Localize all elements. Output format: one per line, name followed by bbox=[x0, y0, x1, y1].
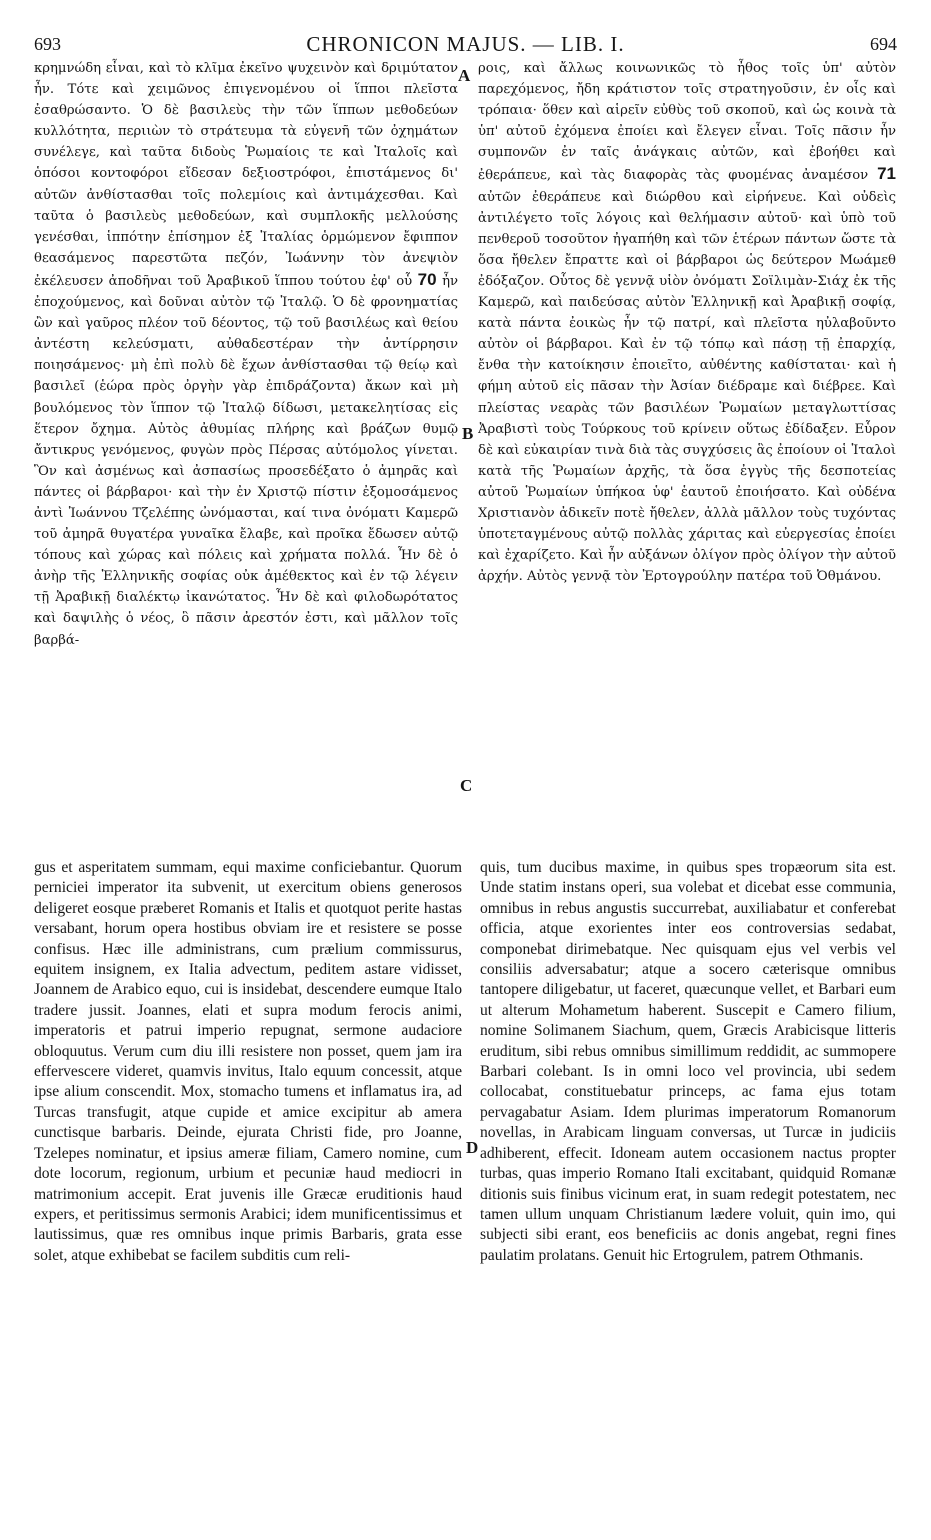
greek-text-left-column bbox=[34, 58, 458, 838]
greek-paragraph-left bbox=[34, 58, 458, 651]
running-header bbox=[34, 28, 897, 58]
greek-left-part-1: κρημνώδη εἶναι, καὶ τὸ κλῖμα ἐκεῖνο ψυχεινὸν καὶ δριμύτατον ἦν. Τότε καὶ χειμῶνος ἐπιγενομένου οἱ ἵπποι πλεῖστα ἐσαθρώσαντο. Ὁ δὲ βασιλεὺς τὴν τῶν ἵππων μεθοδεύων κυλλότητα, περιιὼν τὸ στράτευμα τὰ εὐγενῆ τῶν ὀχημάτων συνέλεγε, καὶ ταῦτα διδοὺς Ῥωμαίοις τε καὶ Ἰταλοῖς καὶ ὁπόσοι κοντοφόροι εἴδεσαν δεξιοστρόφοι, ἐπιστάμενος δι' αὐτῶν ἀνθίστασθαι τοῖς πολεμίοις καὶ ἀντιμάχεσθαι. Καὶ ταῦτα ὁ βασιλεὺς μεθοδεύων, καὶ συμπλοκῆς μελλούσης γενέσθαι, ἱππότην ἐπίσημον ἐξ Ἰταλίας ὁρμώμενον ἔφιππον θεασάμενος παρεστῶτα πεζόν, Ἰωάννην τὸν ἀνεψιὸν ἐκέλευσεν ἀποδῆναι τοῦ Ἀραβικοῦ ἵππου τούτου ἐφ' οὗ bbox=[34, 61, 458, 289]
greek-left-part-2: ἦν ἐποχούμενος, καὶ δοῦναι αὐτὸν τῷ Ἰταλῷ. Ὁ δὲ φρονηματίας ὢν καὶ γαῦρος πλέον τοῦ δέοντος, τῷ τοῦ βασιλέως καὶ θείου ἀντέστη κελεύσματι, αὐθαδεστέραν τὴν ἀντίρρησιν ποιησάμενος· μὴ ἐπὶ πολὺ δὲ ἔχων ἀνθίστασθαι τῷ θείῳ καὶ βασιλεῖ (ἑώρα πρὸς ὀργὴν γὰρ ἐπιδράζοντα) ἄκων καὶ μὴ βουλόμενος τὸν ἵππον τῷ Ἰταλῷ δίδωσι, μετακελητίσας εἰς ἕτερον ὄχημα. Αὐτὸς ἀθυμίας πλήρης καὶ βράζων θυμῷ ἄντικρυς γενόμενος, φυγὼν πρὸς Πέρσας αὐτόμολος γίνεται. Ὃν καὶ ἀσμένως καὶ ἀσπασίως προσεδέξατο ὁ ἀμηρᾶς καὶ πάντες οἱ βάρβαροι· καὶ τὴν ἐν Χριστῷ πίστιν ἐξομοσάμενος ἀντὶ Ἰωάννου Τζελέπης ὠνόμασται, καί τινα ὀνόματι Καμερῶ τοῦ ἀμηρᾶ θυγατέρα γυναῖκα ἔλαβε, καὶ προῖκα ἔδωσεν αὐτῷ τόπους καὶ χώρας καὶ πόλεις καὶ χρήματα πολλά. Ἦν δὲ ὁ ἀνὴρ τῆς Ἑλληνικῆς σοφίας οὐκ ἀμέθεκτος καὶ ἐν τῷ λέγειν τῇ Ἀραβικῇ διαλέκτῳ ἱκανώτατος. Ἦν δὲ καὶ φιλοδωρότατος καὶ δαψιλὴς ὁ νέος, ὃ πᾶσιν ἀρεστόν ἐστι, καὶ μᾶλλον τοῖς βαρβά- bbox=[34, 273, 458, 648]
page-number-left: 693 bbox=[34, 34, 61, 54]
latin-translation-right-column bbox=[480, 858, 896, 1508]
latin-translation-left-column bbox=[34, 858, 462, 1508]
running-title: CHRONICON MAJUS. — LIB. I. bbox=[306, 32, 625, 56]
greek-text-right-column bbox=[478, 58, 896, 818]
margin-marker-a: A bbox=[458, 66, 471, 85]
greek-right-part-1: ροις, καὶ ἄλλως κοινωνικῶς τὸ ἦθος τοῖς ὑπ' αὐτὸν παρεχόμενος, ἤδη κράτιστον τοῖς στρατηγοῦσιν, ἐν οἷς καὶ τρόπαια· ὅθεν καὶ αἱρεῖν εὐθὺς τοῦ σκοποῦ, καὶ ὡς κοινὰ τὰ ὑπ' αὐτοῦ ἐχόμενα ἐποίει καὶ ἔλεγεν εἶναι. Τοῖς πᾶσιν ἦν συμπονῶν ἐν ταῖς ἀνάγκαις αὐτῶν, καὶ ἐβοήθει καὶ ἐθεράπευε, καὶ τὰς διαφορὰς τὰς φυομένας ἀναμέσον bbox=[478, 61, 896, 184]
margin-marker-d: D bbox=[466, 1138, 479, 1157]
page-number-right: 694 bbox=[870, 34, 897, 54]
margin-marker-c: C bbox=[460, 776, 473, 795]
latin-paragraph-right: quis, tum ducibus maxime, in quibus spes tropæorum sita est. Unde statim instans operi, sua volebat et dicebat esse communia, omnibus in rebus angustis succurrebat, auxiliabatur et conferebat officia, atque exorientes inter eos controversias sedabat, componebat dirimebatque. Nec quisquam ejus vel verbis vel consiliis adversabatur; atque a socero cæterisque omnibus tantopere diligebatur, ut faceret, quæcunque vellet, et Barbari eum ut alterum Mohametum haberent. Suscepit e Camero filium, nomine Solimanem Siachum, quem, Græcis Arabicisque litteris eruditum, sibi rebus omnibus simillimum reddidit, ac summopere Barbari colebant. Is in omni loco vel provincia, ubi sedem collocabat, constituebatur princeps, ac fama ejus totam pervagabatur Asiam. Idem plurimas imperatorum Romanorum novellas, in Arabicam linguam conversas, ut Turcæ in judiciis adhiberent, effecit. Idoneam autem occasionem nactus propter turbas, quas imperio Romano Itali excitabant, quidquid Romanæ ditionis suis finibus vicinum erat, in suam redegit potestatem, nec tamen ullum unquam Christianum lædere voluit, quin imo, qui subjecti sibi erant, eos beneficiis ac donis angebat, regni fines paulatim prolatans. Genuit hic Ertogrulem, patrem Othmanis. bbox=[480, 859, 896, 1264]
margin-marker-b: B bbox=[462, 424, 474, 443]
greek-right-part-2: αὐτῶν ἐθεράπευε καὶ διώρθου καὶ εἰρήνευε. Καὶ οὐδεὶς ἀντιλέγετο τοῖς λόγοις καὶ θελήμασιν αὐτοῦ· καὶ ὑπὸ τοῦ πενθεροῦ τοσοῦτον ἠγαπήθη καὶ τῶν ἑτέρων πάντων ὥστε τὰ ὅσα ἤθελεν ἔπραττε καὶ οἱ βάρβαροι ὡς δεύτερον Μωάμεθ ἐδόξαζον. Οὗτος δὲ γεννᾷ υἱὸν ὀνόματι Σοϊλιμὰν-Σιάχ ἐκ τῆς Καμερῶ, καὶ παιδεύσας αὐτὸν Ἑλληνικῇ καὶ Ἀραβικῇ σοφίᾳ, κατὰ πάντα ἐοικὼς ἦν τῷ πατρί, καὶ πλεῖστα ηὐλαβοῦντο αὐτὸν οἱ βάρβαροι. Καὶ ἐν τῷ τόπῳ καὶ πάσῃ τῇ ἐπαρχίᾳ, ἔνθα τὴν κατοίκησιν ἐποιεῖτο, αὐθέντης καθίσταται· καὶ ἡ φήμη αὐτοῦ εἰς πᾶσαν τὴν Ἀσίαν διέδραμε καὶ διέβρεε. Καὶ πλείστας νεαρὰς τῶν βασιλέων Ῥωμαίων μεταγλωττίσας Ἀραβιστὶ τοὺς Τούρκους τοῦ κρίνειν οὕτως ἐδίδαξεν. Εὗρον δὲ καὶ εὐκαιρίαν τινὰ διὰ τὰς συγχύσεις ἃς ἐποίουν οἱ Ἰταλοὶ κατὰ τῆς Ῥωμαίων ἀρχῆς, τὰ ὅσα ἐγγὺς τῆς δεσποτείας αὐτοῦ Ῥωμαίων ὑπήκοα ὑφ' ἑαυτοῦ ἐποιήσατο. Καὶ οὐδένα Χριστιανὸν ἀδικεῖν ποτὲ ἤθελεν, ἀλλὰ μᾶλλον τοὺς τυχόντας ὑποτεταγμένους αὐτῷ πολλὰς χάριτας καὶ εὐεργεσίας ἐποίει καὶ ἐχαρίζετο. Καὶ ἦν αὐξάνων ὀλίγον πρὸς ὀλίγον τὴν αὐτοῦ ἀρχήν. Αὐτὸς γεννᾷ τὸν Ἐρτογρούλην πατέρα τοῦ Ὀθμάνου. bbox=[478, 189, 896, 585]
edition-page-number-71: 71 bbox=[877, 164, 896, 184]
edition-page-number-70: 70 bbox=[417, 269, 437, 289]
greek-paragraph-right bbox=[478, 58, 896, 587]
latin-paragraph-left: gus et asperitatem summam, equi maxime conficiebantur. Quorum perniciei imperator ita subvenit, ut exercitum obiens generosos deligeret eosque præberet Romanis et Italis et quotquot perite hastas versabant, horum opera hostibus obviam ire et resistere se posse confisus. Hæc ille administrans, cum prælium commissurus, equitem insignem, ex Italia advectum, peditem astare vidisset, Joannem de Arabico equo, cui is insidebat, descendere eumque Italo tradere jussit. Joannes, elati et supra modum ferocis animi, imperatoris et patrui imperio repugnat, sermone audaciore obloquutus. Verum cum diu illi resistere non posset, quem jam ira effervescere videret, quamvis invitus, Italo equum concessit, atque ipse alium conscendit. Mox, stomacho tumens et inflamatus ira, ad Turcas transfugit, atque cupide et amice excipitur ab amera cunctisque barbaris. Deinde, ejurata Christi fide, pro Joanne, Tzelepes nominatur, et ipsius ameræ filiam, Camero nomine, cum dote locorum, regionum, urbium et pecuniæ haud mediocri in matrimonium accepit. Erat juvenis ille Græcæ eruditionis haud expers, et peritissimus sermonis Arabici; idem munificentissimus et lautissimus, quæ res omnibus inque primis Barbaris, grata esse solet, atque exhibebat se facilem subditis cum reli- bbox=[34, 859, 462, 1264]
